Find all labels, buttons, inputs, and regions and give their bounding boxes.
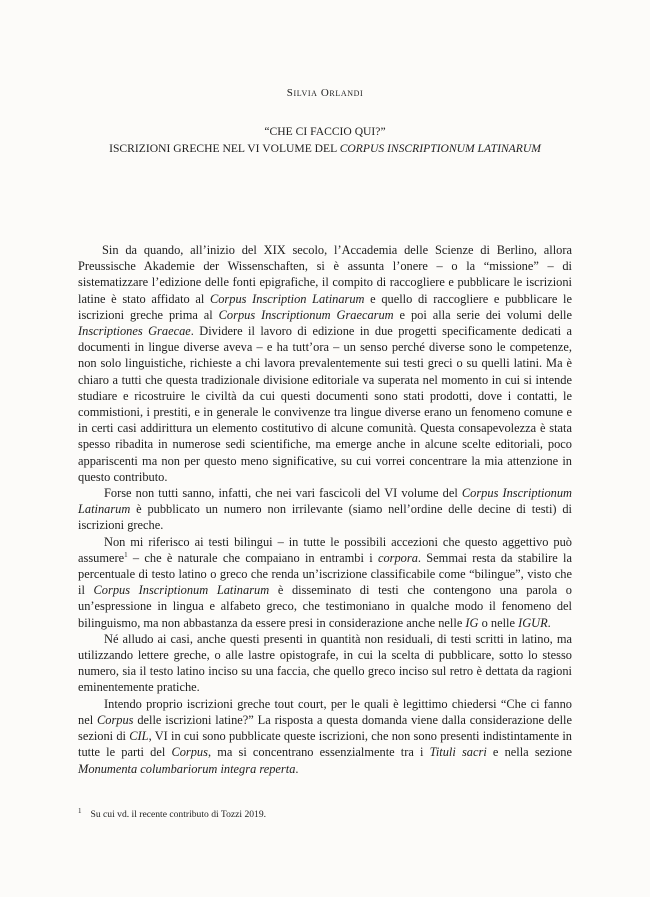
italic-text: Corpus Inscription Latinarum — [209, 291, 365, 306]
body-paragraph — [78, 696, 572, 777]
text-segment: . Semmai resta da stabilire la percentuale di testo latino o greco che renda un’iscrizione classificabile come “bilingue”, visto che il — [78, 550, 572, 598]
body-paragraph — [78, 631, 572, 696]
italic-text: Corpus Inscriptionum Latinarum — [78, 486, 573, 517]
text-segment: . — [295, 761, 299, 776]
text-segment: delle iscrizioni latine?” La risposta a questa domanda viene dalla considerazione delle sezioni di — [78, 712, 572, 744]
italic-text: Inscriptiones Graecae — [78, 324, 191, 339]
body-paragraph — [78, 242, 572, 485]
title-line-2-prefix: ISCRIZIONI GRECHE NEL VI VOLUME DEL — [109, 142, 340, 155]
text-segment: . Dividere il lavoro di edizione in due progetti specificamente dedicati a documenti in lingue diverse aveva – e ha tutt’ora – un senso perché diverse sono le competenze, non solo linguistiche, richieste a chi lavora prevalentemente sui testi greci o su quelli latini. Ma è chiaro a tutti che questa tradizionale divisione editoriale va superata nel momento in cui si intende studiare e ricostruire le civiltà da cui questi documenti sono stati prodotti, dove i contatti, le commistioni, i prestiti, e in generale le convivenze tra lingue diverse erano un fenomeno comune e in certi casi addirittura un elemento costitutivo di alcune comunità. Questa consapevolezza è stata spesso ribadita in numerose sedi scientifiche, ma emerge anche in alcune scelte editoriali, poco appariscenti ma non per questo meno significative, su cui vorrei concentrare la mia attenzione in questo contributo. — [78, 324, 572, 484]
italic-text: IG — [465, 615, 479, 630]
text-segment: Intendo proprio iscrizioni greche tout court, per le quali è legittimo chiedersi “Che ci fanno nel — [78, 696, 572, 727]
footnote-reference: 1 — [124, 550, 128, 559]
paper-title — [0, 123, 650, 157]
italic-text: Corpus Inscriptionum Graecarum — [218, 307, 394, 322]
text-segment: o nelle — [478, 615, 519, 630]
italic-text: Corpus — [171, 745, 208, 760]
title-line-2 — [0, 140, 650, 157]
text-segment: Non mi riferisco ai testi bilingui – in tutte le possibili accezioni che questo aggettivo può assumere — [78, 534, 572, 565]
footnote-marker: 1 — [78, 806, 82, 815]
text-segment: Né alludo ai casi, anche questi presenti in quantità non residuali, di testi scritti in latino, ma utilizzando lettere greche, o alle lastre opistografe, in cui la scelta di pubblicare, sotto lo stesso numero, sia il testo latino inciso su una faccia, che quello greco inciso sul retro è dettata da ragioni eminentemente pratiche. — [78, 631, 572, 695]
article-body — [78, 242, 572, 777]
text-segment: e poi alla serie dei volumi delle — [393, 307, 573, 322]
text-segment: è pubblicato un numero non irrilevante (siamo nell’ordine delle decine di testi) di iscrizioni greche. — [78, 502, 572, 533]
author-name: Silvia Orlandi — [286, 87, 364, 99]
title-line-2-italic: CORPUS INSCRIPTIONUM LATINARUM — [339, 142, 541, 155]
italic-text: Monumenta columbariorum integra reperta — [78, 761, 296, 776]
italic-text: IGUR — [518, 615, 548, 630]
italic-text: Corpus — [97, 712, 134, 727]
text-segment: – che è naturale che compaiano in entrambi i — [127, 550, 378, 565]
text-segment: Sin da quando, all’inizio del XIX secolo, l’Accademia delle Scienze di Berlino, allora Preussische Akademie der Wissenschaften, si è assunta l’onere – o la “missione” – di sistematizzare l’edizione delle fonti epigrafiche, il compito di raccogliere e pubblicare le iscrizioni latine è stato affidato al — [78, 243, 572, 306]
italic-text: corpora — [377, 550, 418, 565]
italic-text: CIL — [129, 729, 149, 744]
body-paragraph — [78, 485, 572, 534]
italic-text: Corpus Inscriptionum Latinarum — [93, 583, 270, 598]
text-segment: . — [547, 615, 551, 630]
italic-text: Tituli sacri — [429, 745, 487, 760]
text-segment: è disseminato di testi che contengono una parola o un’espressione in lingua e alfabeto greco, che testimoniano in qualche modo il fenomeno del bilinguismo, ma non abbastanza da essere presi in considerazione anche nelle — [78, 583, 572, 630]
footnote-text: Su cui vd. il recente contributo di Tozzi 2019. — [90, 809, 267, 820]
text-segment: e nella sezione — [486, 745, 572, 760]
text-segment: , ma si concentrano essenzialmente tra i — [207, 745, 430, 760]
text-segment: Forse non tutti sanno, infatti, che nei vari fascicoli del VI volume del — [104, 486, 462, 501]
footnote — [78, 806, 572, 821]
text-segment: , VI in cui sono pubblicate queste iscrizioni, che non sono presenti indistintamente in tutte le parti del — [78, 729, 573, 760]
title-line-1: “CHE CI FACCIO QUI?” — [264, 125, 386, 138]
body-paragraph — [78, 534, 572, 631]
text-segment: e quello di raccogliere e pubblicare le iscrizioni greche prima al — [78, 291, 572, 322]
